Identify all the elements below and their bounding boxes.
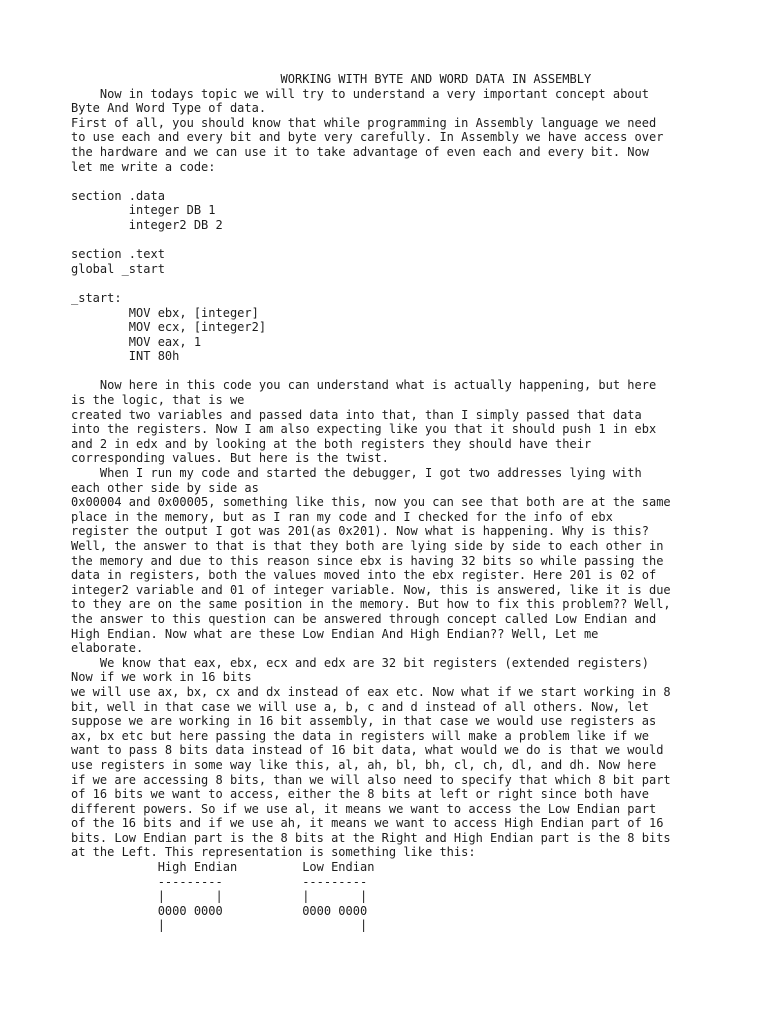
- document-line: corresponding values. But here is the twist.: [71, 451, 389, 466]
- document-line: _start:: [71, 290, 122, 305]
- document-line: suppose we are working in 16 bit assembly, in that case we would use registers as: [71, 714, 657, 729]
- document-line: Now in todays topic we will try to understand a very important concept about: [71, 86, 649, 101]
- document-line: the hardware and we can use it to take advantage of even each and every bit. Now: [71, 144, 649, 159]
- document-line: to they are on the same position in the memory. But how to fix this problem?? Well,: [71, 597, 671, 612]
- document-line: at the Left. This representation is something like this:: [71, 845, 476, 860]
- document-line: Byte And Word Type of data.: [71, 101, 267, 116]
- document-line: Now here in this code you can understand what is actually happening, but here: [71, 378, 657, 393]
- document-line: the memory and due to this reason since ebx is having 32 bits so while passing the: [71, 553, 664, 568]
- document-line: let me write a code:: [71, 159, 216, 174]
- document-line: want to pass 8 bits data instead of 16 bit data, what would we do is that we would: [71, 743, 664, 758]
- document-line: elaborate.: [71, 641, 144, 656]
- document-line: section .data: [71, 188, 165, 203]
- document-line: the answer to this question can be answered through concept called Low Endian and: [71, 611, 657, 626]
- document-line: place in the memory, but as I ran my code and I checked for the info of ebx: [71, 509, 613, 524]
- document-line: When I run my code and started the debugger, I got two addresses lying with: [71, 466, 642, 481]
- document-line: INT 80h: [71, 349, 180, 364]
- document-line: section .text: [71, 247, 165, 262]
- document-line: integer2 variable and 01 of integer variable. Now, this is answered, like it is due: [71, 582, 671, 597]
- document-line: Now if we work in 16 bits: [71, 670, 252, 685]
- document-line: data in registers, both the values moved into the ebx register. Here 201 is 02 of: [71, 568, 657, 583]
- document-line: ax, bx etc but here passing the data in registers will make a problem like if we: [71, 728, 649, 743]
- document-line: global _start: [71, 261, 165, 276]
- document-line: use registers in some way like this, al, ah, bl, bh, cl, ch, dl, and dh. Now here: [71, 757, 657, 772]
- document-line: We know that eax, ebx, ecx and edx are 32 bit registers (extended registers): [71, 655, 649, 670]
- document-line: is the logic, that is we: [71, 393, 245, 408]
- document-line: | |: [71, 918, 368, 933]
- document-line: MOV eax, 1: [71, 334, 202, 349]
- document-line: First of all, you should know that while programming in Assembly language we need: [71, 115, 657, 130]
- document-line: MOV ebx, [integer]: [71, 305, 259, 320]
- document-line: High Endian. Now what are these Low Endian And High Endian?? Well, Let me: [71, 626, 599, 641]
- document-line: WORKING WITH BYTE AND WORD DATA IN ASSEMBLY: [71, 72, 592, 86]
- document-line: each other side by side as: [71, 480, 259, 495]
- document-line: to use each and every bit and byte very carefully. In Assembly we have access over: [71, 130, 664, 145]
- document-line: bits. Low Endian part is the 8 bits at the Right and High Endian part is the 8 bits: [71, 830, 671, 845]
- document-line: different powers. So if we use al, it means we want to access the Low Endian part: [71, 801, 657, 816]
- document-line: --------- ---------: [71, 874, 368, 889]
- document-line: integer DB 1: [71, 203, 216, 218]
- document-line: bit, well in that case we will use a, b, c and d instead of all others. Now, let: [71, 699, 649, 714]
- document-line: we will use ax, bx, cx and dx instead of eax etc. Now what if we start working in 8: [71, 684, 671, 699]
- document-line: created two variables and passed data into that, than I simply passed that data: [71, 407, 642, 422]
- document-line: and 2 in edx and by looking at the both registers they should have their: [71, 436, 592, 451]
- document-line: 0x00004 and 0x00005, something like this, now you can see that both are at the same: [71, 495, 671, 510]
- document-line: register the output I got was 201(as 0x201). Now what is happening. Why is this?: [71, 524, 649, 539]
- document-line: High Endian Low Endian: [71, 860, 375, 875]
- document-line: Well, the answer to that is that they both are lying side by side to each other in: [71, 539, 664, 553]
- document-line: integer2 DB 2: [71, 217, 223, 232]
- document-line: if we are accessing 8 bits, than we will also need to specify that which 8 bit part: [71, 772, 671, 787]
- document-line: of 16 bits we want to access, either the 8 bits at left or right since both have: [71, 787, 649, 802]
- document-body: [71, 72, 731, 933]
- document-line: into the registers. Now I am also expecting like you that it should push 1 in ebx: [71, 422, 657, 437]
- document-line: of the 16 bits and if we use ah, it means we want to access High Endian part of 16: [71, 816, 664, 831]
- document-line: 0000 0000 0000 0000: [71, 903, 368, 918]
- document-line: | | | |: [71, 889, 368, 904]
- document-line: MOV ecx, [integer2]: [71, 320, 267, 335]
